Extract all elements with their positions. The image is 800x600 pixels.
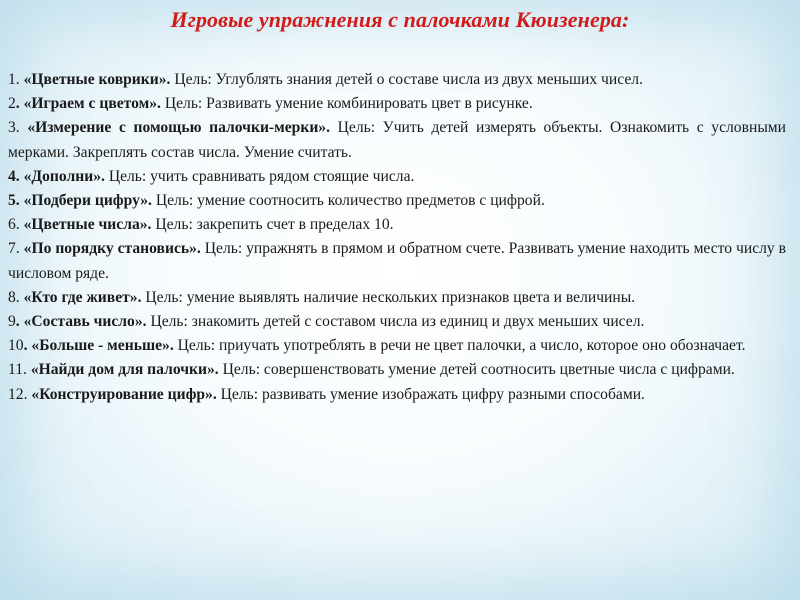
item-name: «Цветные числа».: [23, 216, 152, 234]
item-goal: Цель: совершенствовать умение детей соотносить цветные числа с цифрами.: [222, 361, 735, 379]
list-item: [8, 310, 786, 334]
item-goal: Цель: знакомить детей с составом числа из единиц и двух меньших чисел.: [150, 313, 645, 331]
exercise-list: [8, 68, 786, 407]
list-item: [8, 383, 786, 407]
list-item: [8, 165, 786, 189]
item-name: «Дополни».: [23, 167, 105, 185]
item-goal: Цель: учить сравнивать рядом стоящие числа.: [108, 167, 415, 185]
list-item: [8, 189, 786, 213]
item-name: «Кто где живет».: [23, 288, 142, 306]
list-item: [8, 358, 786, 382]
item-separator: .: [15, 313, 20, 331]
item-name: «Найди дом для палочки».: [30, 361, 219, 379]
item-number: 11.: [8, 361, 27, 379]
list-item: [8, 213, 786, 237]
item-number: 2: [8, 95, 16, 113]
item-goal: Цель: Развивать умение комбинировать цвет в рисунке.: [164, 95, 533, 113]
item-name: «Конструирование цифр».: [31, 385, 217, 403]
list-item: [8, 286, 786, 310]
item-number: 7.: [8, 240, 20, 258]
item-goal: Цель: приучать употреблять в речи не цвет палочки, а число, которое оно обозначает.: [177, 337, 746, 355]
list-item: [8, 116, 786, 164]
item-name: «Подбери цифру».: [23, 192, 152, 210]
list-item: [8, 237, 786, 285]
item-goal: Цель: закрепить счет в пределах 10.: [155, 216, 394, 234]
item-number: 1.: [8, 71, 20, 88]
item-number: 10: [8, 337, 24, 355]
item-number: 6.: [8, 216, 20, 234]
item-goal: Цель: упражнять в прямом и обратном счете. Развивать умение находить место числу в числовом ряде.: [8, 240, 786, 282]
item-name: «По порядку становись».: [23, 240, 201, 258]
item-name: «Цветные коврики».: [23, 71, 171, 88]
list-item: [8, 92, 786, 116]
item-goal: Цель: развивать умение изображать цифру разными способами.: [220, 385, 645, 403]
item-separator: .: [23, 337, 28, 355]
item-separator: .: [15, 95, 20, 113]
item-goal: Цель: Учить детей измерять объекты. Ознакомить с условными мерками. Закреплять состав числа. Умение считать.: [8, 119, 787, 161]
item-name: «Измерение с помощью палочки-мерки».: [27, 119, 331, 137]
item-number: 9: [8, 313, 16, 331]
slide-title: Игровые упражнения с палочками Кюизенера:: [170, 7, 630, 32]
item-number: 12.: [8, 385, 28, 403]
item-goal: Цель: умение соотносить количество предметов с цифрой.: [155, 192, 545, 210]
list-item: [8, 68, 786, 92]
item-number: 4.: [8, 167, 20, 185]
item-name: «Составь число».: [19, 313, 147, 331]
item-name: «Больше - меньше».: [27, 337, 174, 355]
item-number: 3.: [8, 119, 20, 137]
item-name: «Играем с цветом».: [19, 95, 161, 113]
item-goal: Цель: Углублять знания детей о составе числа из двух меньших чисел.: [174, 71, 643, 88]
item-number: 8.: [8, 288, 20, 306]
item-goal: Цель: умение выявлять наличие нескольких признаков цвета и величины.: [145, 288, 636, 306]
item-number: 5.: [8, 192, 20, 210]
list-item: [8, 334, 786, 358]
